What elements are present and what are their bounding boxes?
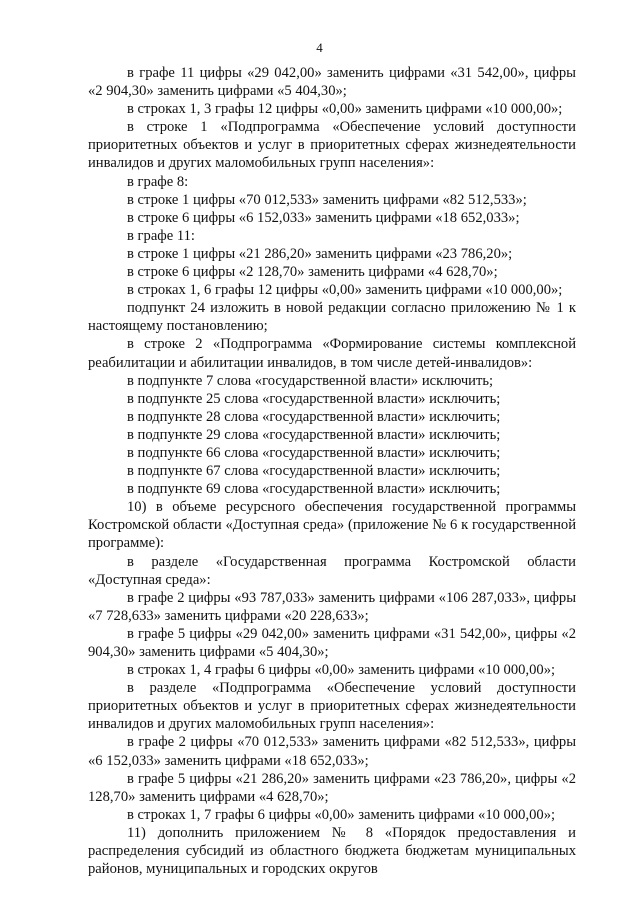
paragraph: в строках 1, 7 графы 6 цифры «0,00» заменить цифрами «10 000,00»; [127,806,556,823]
page-number: 4 [316,40,323,55]
paragraph: в строке 6 цифры «6 152,033» заменить цифрами «18 652,033»; [127,209,520,226]
paragraph: в разделе «Государственная программа Костромской области «Доступная среда»: [88,553,576,588]
paragraph: в графе 8: [127,173,189,190]
paragraph: в строке 2 «Подпрограмма «Формирование системы комплексной реабилитации и абилитации инвалидов, в том числе детей-инвалидов»: [88,336,576,371]
paragraph: в подпункте 69 слова «государственной власти» исключить; [127,481,501,498]
paragraph: в разделе «Подпрограмма «Обеспечение условий доступности приоритетных объектов и услуг в приоритетных сферах жизнедеятельности инвалидов и других маломобильных групп населения»: [88,680,576,733]
document-body [88,64,576,878]
paragraph: в подпункте 25 слова «государственной власти» исключить; [127,390,501,407]
paragraph: в графе 2 цифры «93 787,033» заменить цифрами «106 287,033», цифры «7 728,633» заменить цифрами «20 228,633»; [88,589,576,624]
paragraph: в строке 1 цифры «21 286,20» заменить цифрами «23 786,20»; [127,245,513,262]
paragraph: в графе 5 цифры «29 042,00» заменить цифрами «31 542,00», цифры «2 904,30» заменить цифрами «5 404,30»; [88,625,576,660]
paragraph: в строке 6 цифры «2 128,70» заменить цифрами «4 628,70»; [127,264,498,281]
paragraph: 11) дополнить приложением № 8 «Порядок предоставления и распределения субсидий из областного бюджета бюджетам муниципальных районов, муниципальных и городских округов [88,824,576,878]
paragraph: в графе 11: [127,227,195,244]
paragraph: в графе 2 цифры «70 012,533» заменить цифрами «82 512,533», цифры «6 152,033» заменить цифрами «18 652,033»; [88,734,576,769]
paragraph: в строках 1, 6 графы 12 цифры «0,00» заменить цифрами «10 000,00»; [127,282,563,299]
paragraph: в строке 1 цифры «70 012,533» заменить цифрами «82 512,533»; [127,191,527,208]
paragraph: в графе 5 цифры «21 286,20» заменить цифрами «23 786,20», цифры «2 128,70» заменить цифрами «4 628,70»; [88,770,576,805]
paragraph: в строке 1 «Подпрограмма «Обеспечение условий доступности приоритетных объектов и услуг в приоритетных сферах жизнедеятельности инвалидов и других маломобильных групп населения»: [88,119,576,172]
paragraph: в подпункте 29 слова «государственной власти» исключить; [127,426,501,443]
paragraph: в подпункте 67 слова «государственной власти» исключить; [127,463,501,480]
paragraph: в строках 1, 3 графы 12 цифры «0,00» заменить цифрами «10 000,00»; [127,101,563,118]
paragraph: подпункт 24 изложить в новой редакции согласно приложению № 1 к настоящему постановлению; [88,300,576,335]
paragraph: в графе 11 цифры «29 042,00» заменить цифрами «31 542,00», цифры «2 904,30» заменить цифрами «5 404,30»; [88,65,576,100]
paragraph: в подпункте 66 слова «государственной власти» исключить; [127,444,501,461]
paragraph: в строках 1, 4 графы 6 цифры «0,00» заменить цифрами «10 000,00»; [127,662,556,679]
paragraph: 10) в объеме ресурсного обеспечения государственной программы Костромской области «Доступная среда» (приложение № 6 к государственной программе): [88,499,576,552]
paragraph: в подпункте 7 слова «государственной власти» исключить; [127,372,494,389]
paragraph: в подпункте 28 слова «государственной власти» исключить; [127,408,501,425]
